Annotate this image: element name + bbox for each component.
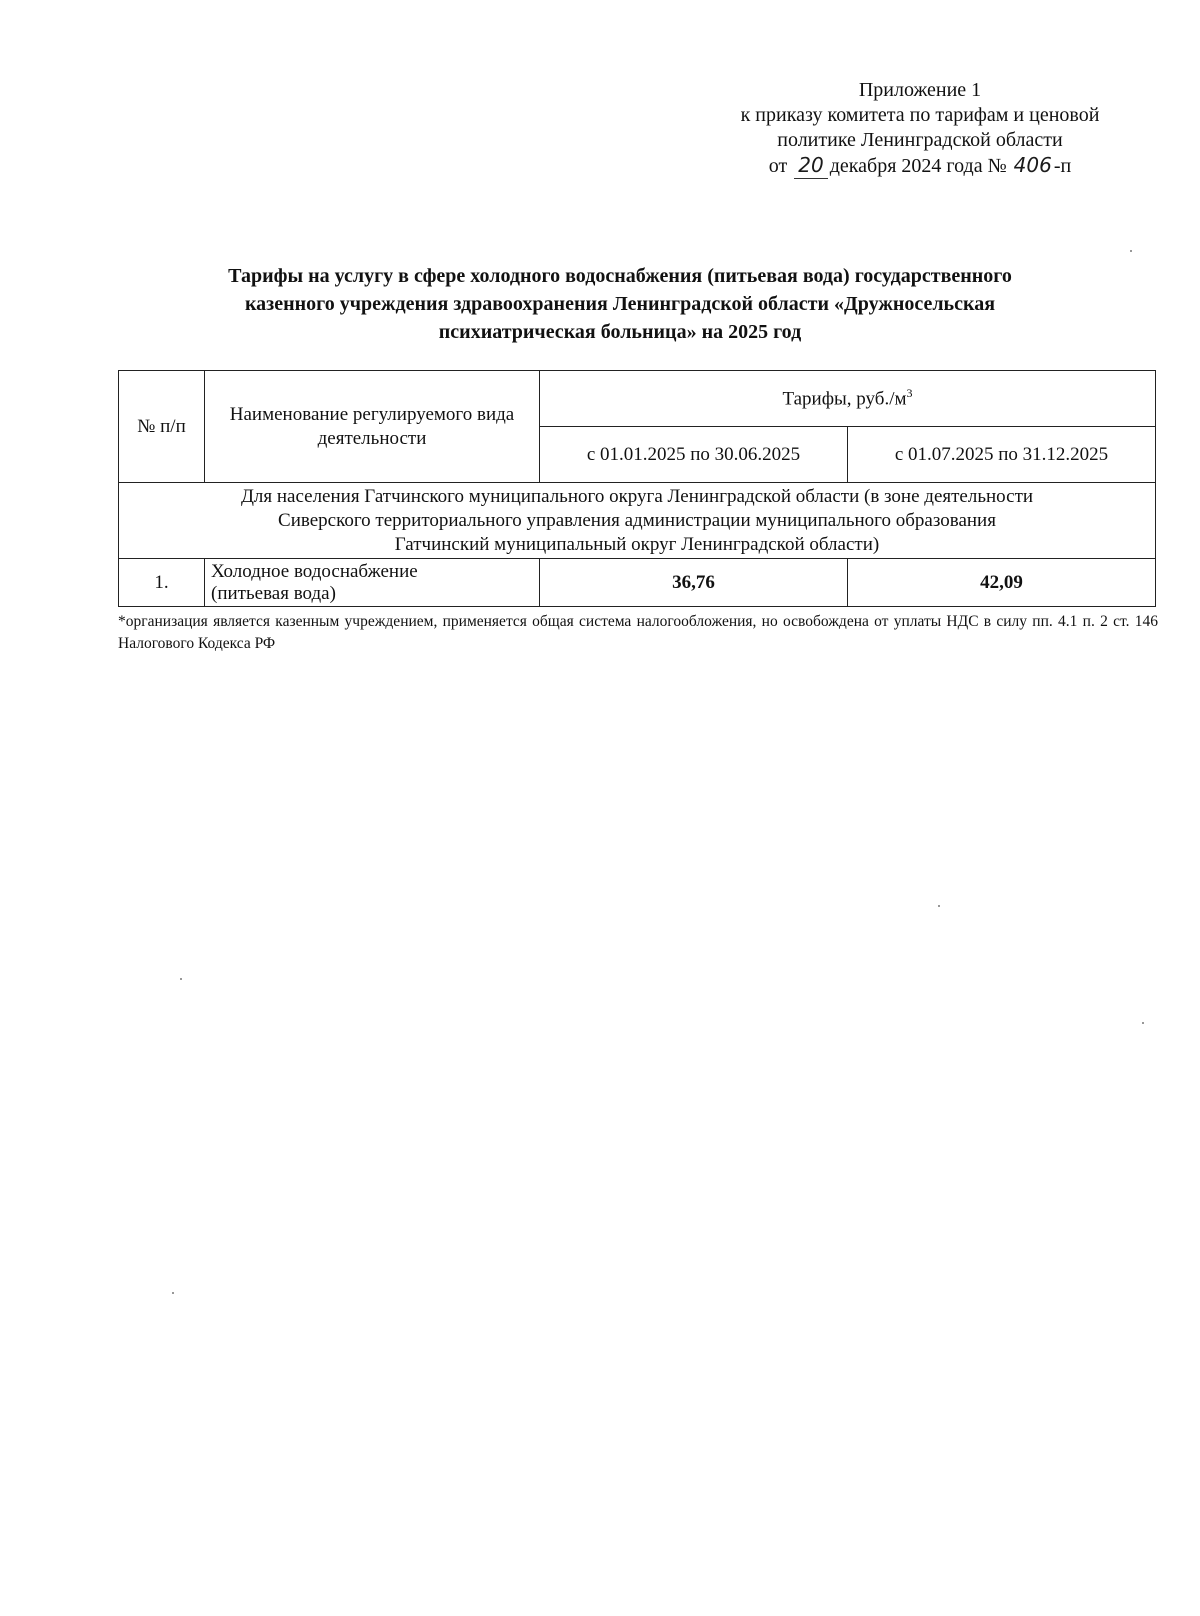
header-tariffs: [540, 371, 1156, 427]
title-line-3: психиатрическая больница» на 2025 год: [438, 321, 802, 343]
appendix-header: [690, 78, 1150, 179]
row-number: 1.: [119, 559, 205, 607]
footnote: *организация является казенным учреждением, применяется общая система налогообложения, но освобождена от уплаты НДС в силу пп. 4.1 п. 2 ст. 146 Налогового Кодекса РФ: [118, 613, 1158, 652]
group-line-3: Гатчинский муниципальный округ Ленинградской области): [394, 533, 880, 555]
scan-speck: [172, 1292, 174, 1294]
handwritten-day: 20: [794, 153, 827, 179]
title-line-1: Тарифы на услугу в сфере холодного водоснабжения (питьевая вода) государственного: [228, 265, 1012, 287]
header-activity-name: Наименование регулируемого вида деятельности: [205, 371, 540, 483]
date-middle: декабря 2024 года №: [829, 155, 1007, 177]
header-period-2: с 01.07.2025 по 31.12.2025: [848, 427, 1156, 483]
row-tariff-period-1: 36,76: [540, 559, 848, 607]
handwritten-order-number: 406: [1013, 153, 1052, 177]
header-tariffs-unit-sup: 3: [906, 386, 913, 401]
row-activity-line-1: Холодное водоснабжение: [211, 560, 418, 582]
header-number: № п/п: [119, 371, 205, 483]
header-period-1: с 01.01.2025 по 30.06.2025: [540, 427, 848, 483]
appendix-order-ref: к приказу комитета по тарифам и ценовой: [740, 104, 1100, 126]
scan-speck: [1130, 250, 1132, 252]
scan-speck: [1142, 1022, 1144, 1024]
scan-speck: [180, 978, 182, 980]
appendix-title: Приложение 1: [858, 79, 982, 101]
tariff-table: [118, 370, 1156, 607]
header-tariffs-label: Тарифы, руб./м: [782, 388, 907, 410]
row-activity-name: [205, 559, 540, 607]
appendix-committee: политике Ленинградской области: [777, 129, 1063, 151]
group-line-2: Сиверского территориального управления администрации муниципального образования: [278, 509, 996, 531]
table-header-row: [119, 371, 1156, 427]
table-group-row: [119, 483, 1156, 559]
title-line-2: казенного учреждения здравоохранения Ленинградской области «Дружносельская: [244, 293, 996, 315]
appendix-date-line: [690, 153, 1150, 179]
date-prefix: от: [768, 155, 788, 177]
group-row-cell: [119, 483, 1156, 559]
document-title: [125, 262, 1115, 346]
row-tariff-period-2: 42,09: [848, 559, 1156, 607]
scan-speck: [938, 905, 940, 907]
row-activity-line-2: (питьевая вода): [211, 582, 336, 604]
group-line-1: Для населения Гатчинского муниципального округа Ленинградской области (в зоне деятельности: [240, 485, 1034, 507]
table-row: [119, 559, 1156, 607]
order-suffix: -п: [1053, 155, 1072, 177]
